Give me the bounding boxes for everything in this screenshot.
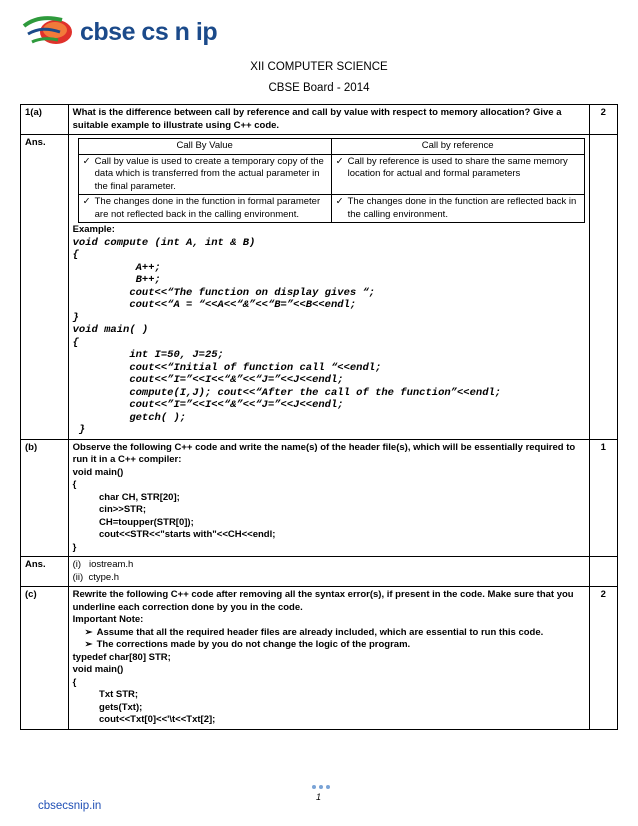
question-text: Observe the following C++ code and write the name(s) of the header file(s), which will be essentially required to run it in a C++ compiler:: [72, 441, 576, 465]
question-body: [68, 439, 589, 557]
check-icon: ✓: [82, 196, 91, 207]
answer-body: [68, 557, 589, 587]
comparison-cell: Call by reference is used to share the same memory location for actual and formal parameters: [347, 155, 568, 179]
answer-label: Ans.: [21, 557, 69, 587]
note-bullet-text: The corrections made by you do not change the logic of the program.: [96, 639, 411, 650]
comparison-head-reference: Call by reference: [331, 139, 584, 155]
answer-item: (ii) ctype.h: [72, 571, 120, 583]
answer-row: [21, 135, 618, 440]
comparison-cell: The changes done in the function are reflected back in the calling environment.: [347, 196, 577, 220]
logo-text: cbse cs n ip: [80, 18, 218, 46]
comparison-cell: The changes done in the function in formal parameter are not reflected back in the calling environment.: [94, 196, 321, 220]
note-bullet: [73, 627, 585, 640]
footer-link[interactable]: cbsecsnip.in: [38, 800, 102, 812]
question-table: [20, 104, 618, 730]
comparison-table: [78, 138, 585, 223]
example-code: void compute (int A, int & B) { A++; B++; cout<<“The function on display gives “; cout<<“A = “<<A<<“&”<<“B=”<<B<<endl; } void main( ) { int I=50, J=25; cout<<“Initial of function call “<<endl; cout<<”I=”<<I<<“&”<<“J=”<<J<<endl; compute(I,J); cout<<“After the call of the function”<<endl; cout<<”I=”<<I<<“&”<<“J=”<<J<<endl; getch( ); }: [72, 236, 502, 436]
note-label: Important Note:: [72, 614, 144, 625]
arrow-bullet-icon: ➢: [84, 639, 93, 650]
arrow-bullet-icon: ➢: [84, 626, 93, 638]
question-code: typedef char[80] STR; void main() { Txt STR; gets(Txt); cout<<Txt[0]<<'\t<<Txt[2];: [72, 651, 216, 725]
question-number: 1(a): [21, 105, 69, 135]
question-number: (c): [21, 587, 69, 730]
doc-subtitle: CBSE Board - 2014: [268, 82, 370, 94]
question-text: Rewrite the following C++ code after removing all the syntax error(s), if present in the code. Make sure that you underline each correction done by you in the code.: [72, 589, 574, 613]
note-bullet: [73, 639, 585, 652]
question-text: What is the difference between call by reference and call by value with respect to memory allocation? Give a suitable example to illustrate using C++ code.: [68, 105, 589, 135]
comparison-head-value: Call By Value: [78, 139, 331, 155]
comparison-row: [78, 195, 584, 223]
question-row: [21, 587, 618, 730]
check-icon: ✓: [335, 196, 344, 207]
question-marks: 2: [589, 587, 617, 730]
question-row: [21, 439, 618, 557]
answer-item: (i) iostream.h: [72, 559, 134, 570]
site-logo: [22, 8, 252, 52]
question-marks: 2: [589, 105, 617, 135]
comparison-cell: Call by value is used to create a temporary copy of the data which is transferred from the actual parameter in the final parameter.: [94, 155, 324, 192]
page-dots-icon: [311, 784, 331, 790]
question-code: void main() { char CH, STR[20]; cin>>STR; CH=toupper(STR[0]); cout<<STR<<"starts with"<<CH<<endl; }: [72, 466, 276, 553]
page-number: 1: [316, 792, 322, 802]
example-label: Example:: [72, 224, 115, 235]
note-bullet-text: Assume that all the required header files are already included, which are essential to run this code.: [96, 626, 544, 638]
answer-label: Ans.: [21, 135, 69, 440]
logo-globe-icon: [22, 8, 82, 52]
question-marks: 1: [589, 439, 617, 557]
check-icon: ✓: [335, 155, 344, 167]
answer-row: [21, 557, 618, 587]
check-icon: ✓: [82, 155, 91, 167]
question-body: [68, 587, 589, 730]
doc-title: XII COMPUTER SCIENCE: [250, 61, 388, 73]
answer-body: [68, 135, 589, 440]
comparison-row: [78, 154, 584, 195]
question-row: [21, 105, 618, 135]
question-number: (b): [21, 439, 69, 557]
